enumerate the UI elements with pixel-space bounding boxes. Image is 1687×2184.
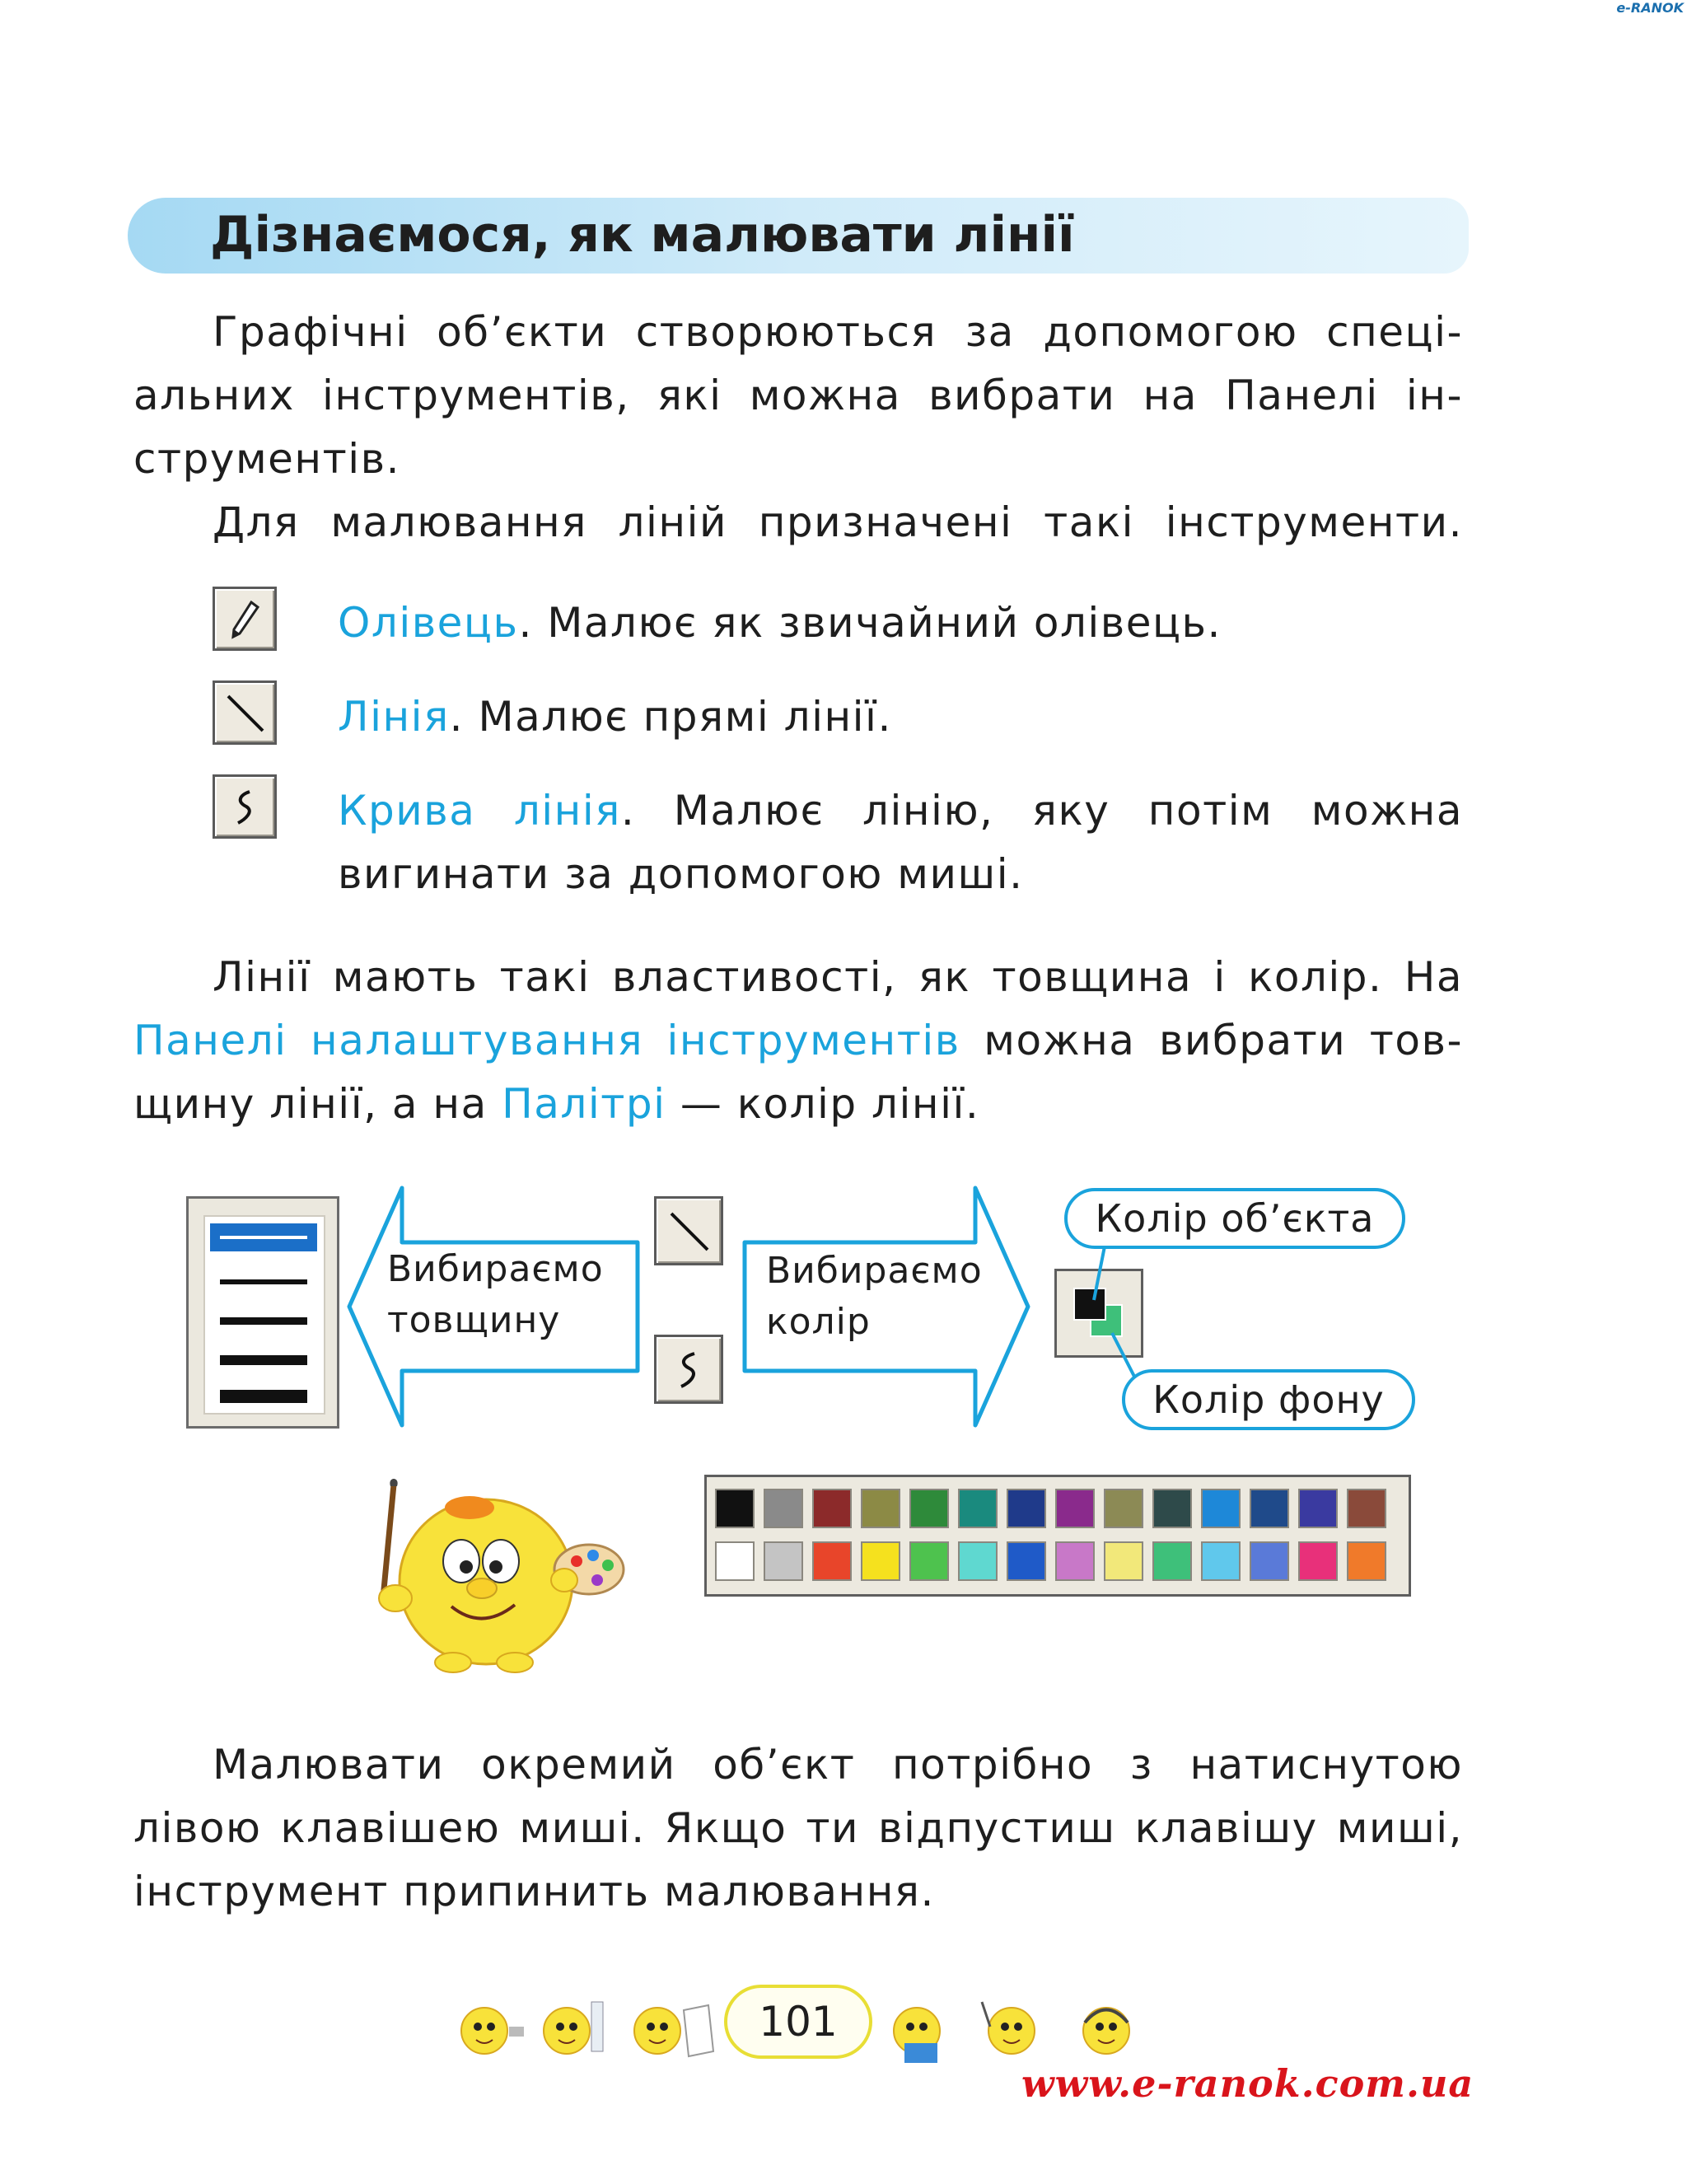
- props-line-2: [133, 1009, 1463, 1073]
- tool-curve-desc-2: вигинати за допомогою миші.: [338, 850, 1024, 898]
- link-tool-settings-panel: Панелі налаштування інструментів: [133, 1017, 960, 1064]
- palette-swatch: [1152, 1541, 1192, 1581]
- props-line-3-rest: — колір лінії.: [666, 1080, 980, 1128]
- line-tool-icon: [213, 680, 277, 745]
- palette-swatch: [1055, 1489, 1095, 1528]
- palette-swatch: [1201, 1489, 1241, 1528]
- palette-swatch: [715, 1541, 755, 1581]
- background-color-callout: Колір фону: [1122, 1369, 1415, 1430]
- palette-swatch: [958, 1489, 998, 1528]
- tool-curve-name: Крива лінія: [338, 787, 621, 835]
- palette-swatch: [909, 1489, 949, 1528]
- arrow-right-label-2: колір: [766, 1301, 871, 1343]
- tool-pencil-name: Олівець: [338, 599, 519, 647]
- palette-swatch: [861, 1541, 900, 1581]
- palette-swatch: [764, 1541, 803, 1581]
- outro-line-3: інструмент припинить малювання.: [133, 1868, 935, 1915]
- palette-swatch: [1298, 1541, 1338, 1581]
- section-heading: Дізнаємося, як малювати лінії: [210, 206, 1075, 264]
- color-palette: [704, 1475, 1411, 1597]
- palette-swatch: [1055, 1541, 1095, 1581]
- palette-swatch: [812, 1489, 852, 1528]
- palette-swatch: [1201, 1541, 1241, 1581]
- thickness-option-5: [220, 1390, 307, 1403]
- thickness-option-3: [220, 1317, 307, 1325]
- thickness-option-4: [220, 1355, 307, 1365]
- line-thickness-options: [203, 1215, 325, 1415]
- props-line-3: [133, 1073, 1463, 1136]
- pencil-icon: [213, 587, 277, 651]
- palette-swatch: [861, 1489, 900, 1528]
- palette-swatch: [958, 1541, 998, 1581]
- publisher-logo: e-RANOK: [1616, 0, 1684, 16]
- props-line-2-rest: можна вибрати тов-: [960, 1017, 1463, 1064]
- arrow-left-label-1: Вибираємо: [387, 1248, 604, 1290]
- arrow-left-label-2: товщину: [387, 1299, 561, 1341]
- palette-swatch: [1152, 1489, 1192, 1528]
- palette-swatch: [1007, 1489, 1046, 1528]
- line-tool-icon: [654, 1196, 723, 1265]
- intro-line-4: Для малювання ліній призначені такі інструменти.: [213, 498, 1463, 546]
- props-line-1: Лінії мають такі властивості, як товщина і колір. На: [213, 953, 1463, 1001]
- intro-line-3: струментів.: [133, 435, 400, 483]
- line-thickness-panel: [186, 1196, 339, 1429]
- mascot-painter-illustration: [346, 1475, 626, 1689]
- intro-line-2: альних інструментів, які можна вибрати на Панелі ін-: [133, 372, 1463, 419]
- palette-swatch: [1104, 1489, 1143, 1528]
- publisher-url: www.e-ranok.com.ua: [1021, 2061, 1474, 2106]
- palette-swatch: [764, 1489, 803, 1528]
- palette-swatch: [1250, 1489, 1289, 1528]
- thickness-option-selected: [210, 1223, 317, 1251]
- page-number: 101: [724, 1985, 872, 2059]
- palette-swatch: [812, 1541, 852, 1581]
- footer-mascots-right: [880, 1985, 1143, 2068]
- palette-swatch: [1007, 1541, 1046, 1581]
- tool-curve-desc: . Малює лінію, яку потім можна: [620, 787, 1463, 835]
- arrow-right-label-1: Вибираємо: [766, 1250, 983, 1292]
- link-palette: Палітрі: [502, 1080, 666, 1128]
- palette-swatch: [1298, 1489, 1338, 1528]
- outro-line-1: Малювати окремий об’єкт потрібно з натиснутою: [213, 1741, 1463, 1789]
- palette-swatch: [909, 1541, 949, 1581]
- props-line-3-start: щину лінії, а на: [133, 1080, 502, 1128]
- palette-swatch: [715, 1489, 755, 1528]
- footer-mascots-left: [451, 1985, 723, 2068]
- tool-curve-row: [338, 779, 1463, 843]
- tool-line-name: Лінія: [338, 693, 450, 741]
- tool-pencil-desc: . Малює як звичайний олівець.: [518, 599, 1222, 647]
- outro-line-2: лівою клавішею миші. Якщо ти відпустиш клавішу миші,: [133, 1804, 1463, 1852]
- tool-line-row: [338, 685, 1463, 749]
- curve-tool-icon: [654, 1335, 723, 1404]
- curve-tool-icon: [213, 774, 277, 839]
- tool-pencil-row: [338, 592, 1463, 655]
- object-color-callout: Колір об’єкта: [1064, 1188, 1405, 1249]
- palette-swatch: [1347, 1541, 1386, 1581]
- intro-line-1: Графічні об’єкти створюються за допомогою спеці-: [213, 308, 1463, 356]
- tool-line-desc: . Малює прямі лінії.: [449, 693, 892, 741]
- palette-swatch: [1250, 1541, 1289, 1581]
- palette-swatch: [1104, 1541, 1143, 1581]
- palette-swatch: [1347, 1489, 1386, 1528]
- thickness-option-2: [220, 1279, 307, 1284]
